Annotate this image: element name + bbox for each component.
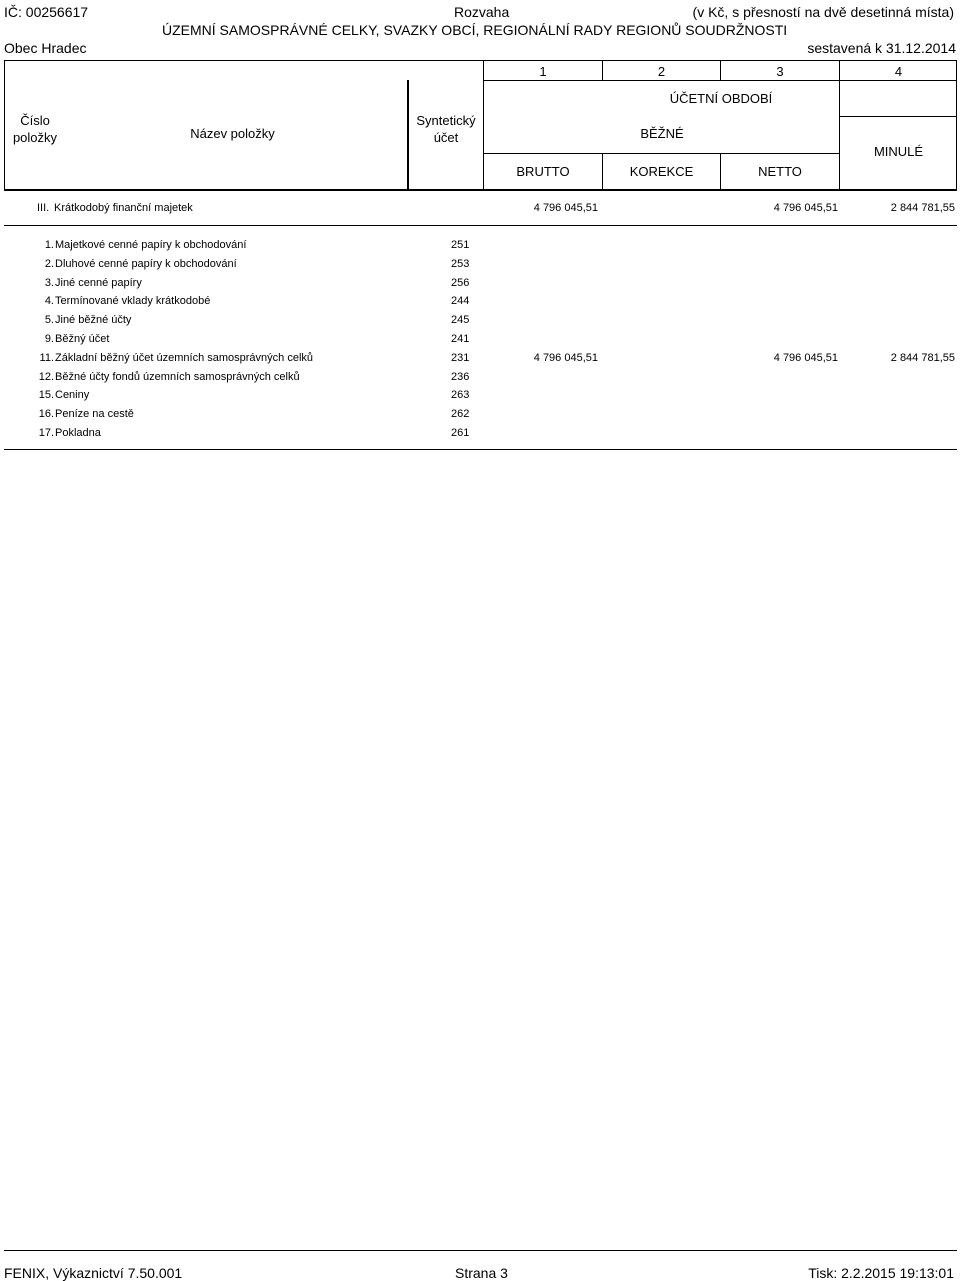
compiled-date: sestavená k 31.12.2014 — [807, 40, 956, 56]
row-name: Jiné běžné účty — [55, 314, 132, 327]
header-nazev: Název položky — [190, 126, 275, 141]
section-number: III. — [37, 202, 50, 214]
footer-separator — [4, 1250, 957, 1251]
row-number: 17. — [38, 427, 54, 439]
section-name: Krátkodobý finanční majetek — [54, 202, 193, 214]
table-bottom-border — [4, 449, 957, 450]
row-account: 262 — [451, 408, 470, 421]
table-row — [0, 255, 960, 274]
section-brutto: 4 796 045,51 — [533, 202, 598, 214]
row-netto: 4 796 045,51 — [773, 351, 838, 364]
row-number: 15. — [38, 389, 54, 402]
header-period: ÚČETNÍ OBDOBÍ — [669, 91, 773, 106]
row-number: 4. — [44, 295, 54, 308]
row-name: Peníze na cestě — [55, 408, 134, 421]
header-bottom-border — [4, 189, 957, 191]
row-account: 245 — [451, 314, 470, 327]
col-number-4: 4 — [894, 64, 903, 79]
table-row — [0, 330, 960, 349]
row-name: Ceniny — [55, 389, 90, 402]
section-minule: 2 844 781,55 — [890, 202, 955, 214]
row-name: Pokladna — [55, 427, 101, 439]
row-number: 16. — [38, 408, 54, 421]
row-account: 236 — [451, 370, 470, 383]
section-netto: 4 796 045,51 — [773, 202, 838, 214]
row-name: Dluhové cenné papíry k obchodování — [55, 257, 237, 270]
row-account: 244 — [451, 295, 470, 308]
row-number: 3. — [44, 276, 54, 289]
section-row — [0, 199, 960, 218]
table-row — [0, 311, 960, 330]
row-account: 256 — [451, 276, 470, 289]
table-row — [0, 292, 960, 311]
row-brutto: 4 796 045,51 — [533, 351, 598, 364]
row-account: 231 — [451, 351, 470, 364]
header-synt-line1: Syntetický — [416, 113, 476, 128]
table-row — [0, 274, 960, 293]
header-synt-line2: účet — [433, 130, 459, 145]
row-name: Termínované vklady krátkodobé — [55, 295, 211, 308]
bezne-row-bottom — [483, 153, 840, 154]
row-account: 253 — [451, 257, 470, 270]
row-name: Jiné cenné papíry — [55, 276, 142, 289]
header-top-border — [4, 60, 957, 61]
footer-page: Strana 3 — [455, 1265, 508, 1281]
row-account: 261 — [451, 427, 470, 439]
header-cislo-line1: Číslo — [20, 113, 50, 128]
row-number: 11. — [39, 351, 54, 364]
row-name: Základní běžný účet územních samosprávných celků — [55, 351, 314, 364]
header-minule: MINULÉ — [873, 144, 924, 159]
row-number: 12. — [38, 370, 54, 383]
row-minule: 2 844 781,55 — [890, 351, 955, 364]
table-row — [0, 349, 960, 368]
col-number-1: 1 — [539, 64, 547, 79]
header-korekce: KOREKCE — [629, 164, 694, 179]
table-row — [0, 424, 960, 443]
precision-note: (v Kč, s přesností na dvě desetinná místa) — [692, 4, 954, 20]
header-cislo-line2: položky — [12, 130, 58, 145]
row-number: 9. — [44, 333, 54, 345]
table-row — [0, 405, 960, 424]
header-brutto: BRUTTO — [516, 164, 570, 179]
row-number: 1. — [44, 239, 54, 251]
entity-name: Obec Hradec — [4, 40, 87, 56]
divider-col4 — [839, 60, 840, 190]
row-name: Majetkové cenné papíry k obchodování — [55, 239, 247, 251]
row-account: 241 — [451, 333, 470, 345]
period-row-bottom — [839, 116, 957, 117]
row-name: Běžný účet — [55, 333, 110, 345]
report-subtitle: ÚZEMNÍ SAMOSPRÁVNÉ CELKY, SVAZKY OBCÍ, REGIONÁLNÍ RADY REGIONŮ SOUDRŽNOSTI — [162, 22, 788, 38]
col-number-3: 3 — [776, 64, 784, 79]
header-netto: NETTO — [758, 164, 802, 179]
ic-number: IČ: 00256617 — [4, 4, 89, 20]
footer-software: FENIX, Výkaznictví 7.50.001 — [4, 1265, 183, 1281]
row-account: 263 — [451, 389, 470, 402]
row-number: 5. — [44, 314, 54, 327]
report-title: Rozvaha — [454, 4, 510, 20]
footer-printed: Tisk: 2.2.2015 19:13:01 — [808, 1265, 954, 1281]
row-account: 251 — [451, 239, 470, 251]
row-number: 2. — [44, 257, 54, 270]
row-name: Běžné účty fondů územních samosprávných celků — [55, 370, 300, 383]
col-number-2: 2 — [657, 64, 666, 79]
table-row — [0, 368, 960, 387]
table-row — [0, 236, 960, 255]
header-current: BĚŽNÉ — [640, 126, 684, 141]
table-row — [0, 386, 960, 405]
section-separator — [4, 225, 957, 226]
